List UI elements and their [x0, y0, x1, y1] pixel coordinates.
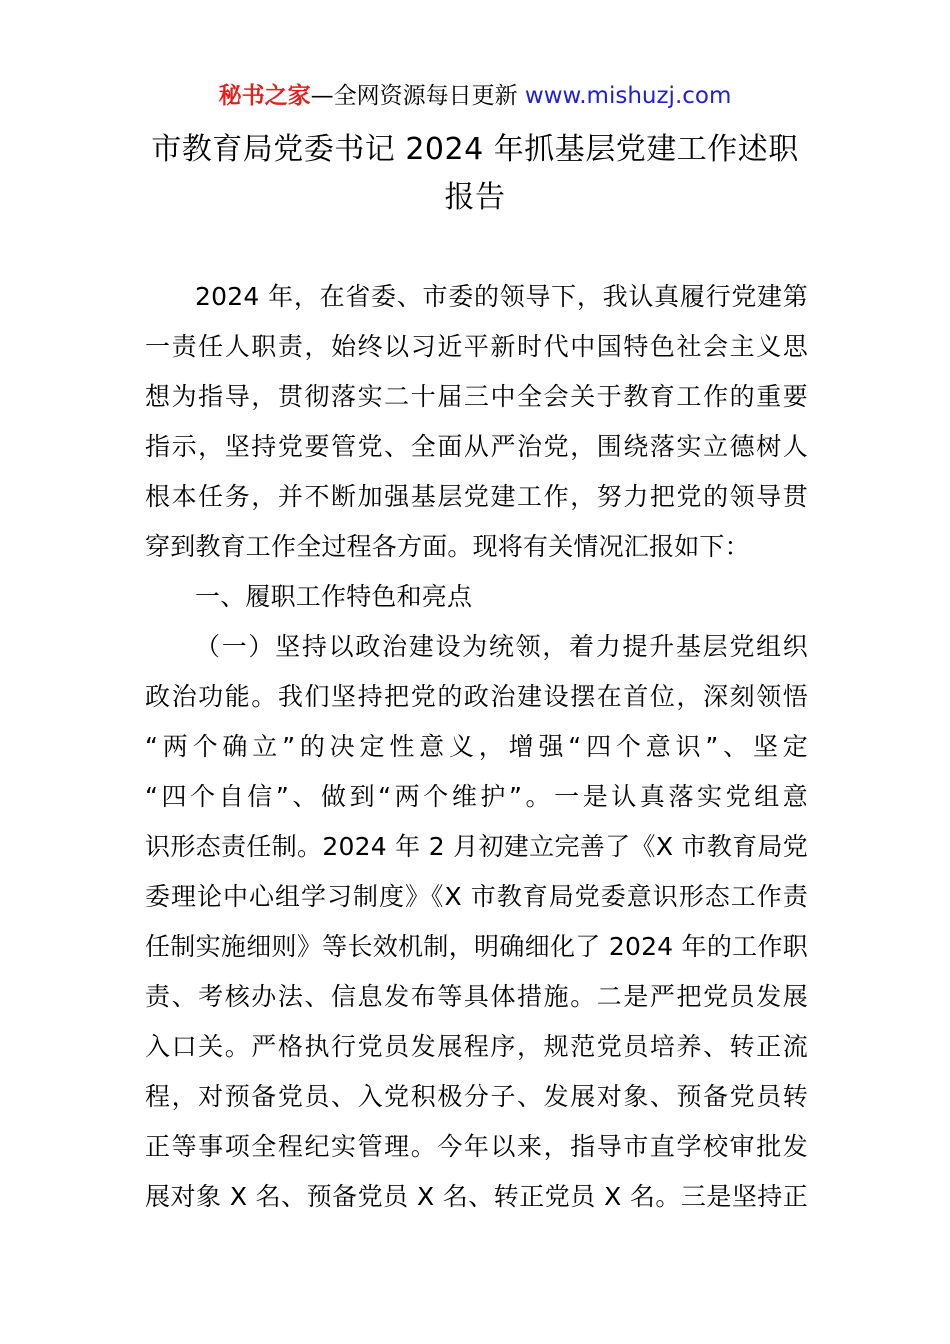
paragraph-line: 入口关。严格执行党员发展程序，规范党员培养、转正流: [145, 1032, 808, 1061]
site-header: [0, 80, 950, 112]
title-line-1: 市教育局党委书记 2024 年抓基层党建工作述职: [151, 132, 799, 167]
document-body: [145, 272, 808, 1222]
paragraph-line: 一责任人职责，始终以习近平新时代中国特色社会主义思: [145, 332, 808, 361]
section-heading: 一、履职工作特色和亮点: [195, 582, 473, 611]
paragraph-line: 指示，坚持党要管党、全面从严治党，围绕落实立德树人: [145, 432, 808, 461]
document-title: [120, 126, 830, 222]
paragraph-line: 政治功能。我们坚持把党的政治建设摆在首位，深刻领悟: [145, 682, 808, 711]
paragraph-line: 识形态责任制。2024 年 2 月初建立完善了《X 市教育局党: [145, 832, 808, 861]
site-url-link[interactable]: www.mishuzj.com: [524, 83, 732, 109]
paragraph-line: 正等事项全程纪实管理。今年以来，指导市直学校审批发: [145, 1132, 808, 1161]
paragraph-line: 2024 年，在省委、市委的领导下，我认真履行党建第: [195, 282, 808, 311]
paragraph-line: 程，对预备党员、入党积极分子、发展对象、预备党员转: [145, 1082, 808, 1111]
paragraph-line: 责、考核办法、信息发布等具体措施。二是严把党员发展: [145, 982, 808, 1011]
paragraph-line: “两个确立”的决定性意义，增强“四个意识”、坚定: [145, 732, 808, 761]
subsection-heading: （一）坚持以政治建设为统领，着力提升基层党组织: [195, 632, 808, 661]
paragraph-line: 委理论中心组学习制度》《X 市教育局党委意识形态工作责: [145, 882, 808, 911]
brand-name: 秘书之家: [218, 83, 311, 109]
paragraph-line: 穿到教育工作全过程各方面。现将有关情况汇报如下：: [145, 532, 750, 561]
title-line-2: 报告: [444, 180, 506, 215]
paragraph-line: 想为指导，贯彻落实二十届三中全会关于教育工作的重要: [145, 382, 808, 411]
paragraph-line: 展对象 X 名、预备党员 X 名、转正党员 X 名。三是坚持正: [145, 1182, 808, 1211]
header-slogan: —全网资源每日更新: [310, 83, 518, 109]
paragraph-line: “四个自信”、做到“两个维护”。一是认真落实党组意: [145, 782, 808, 811]
paragraph-line: 任制实施细则》等长效机制，明确细化了 2024 年的工作职: [145, 932, 808, 961]
paragraph-line: 根本任务，并不断加强基层党建工作，努力把党的领导贯: [145, 482, 808, 511]
